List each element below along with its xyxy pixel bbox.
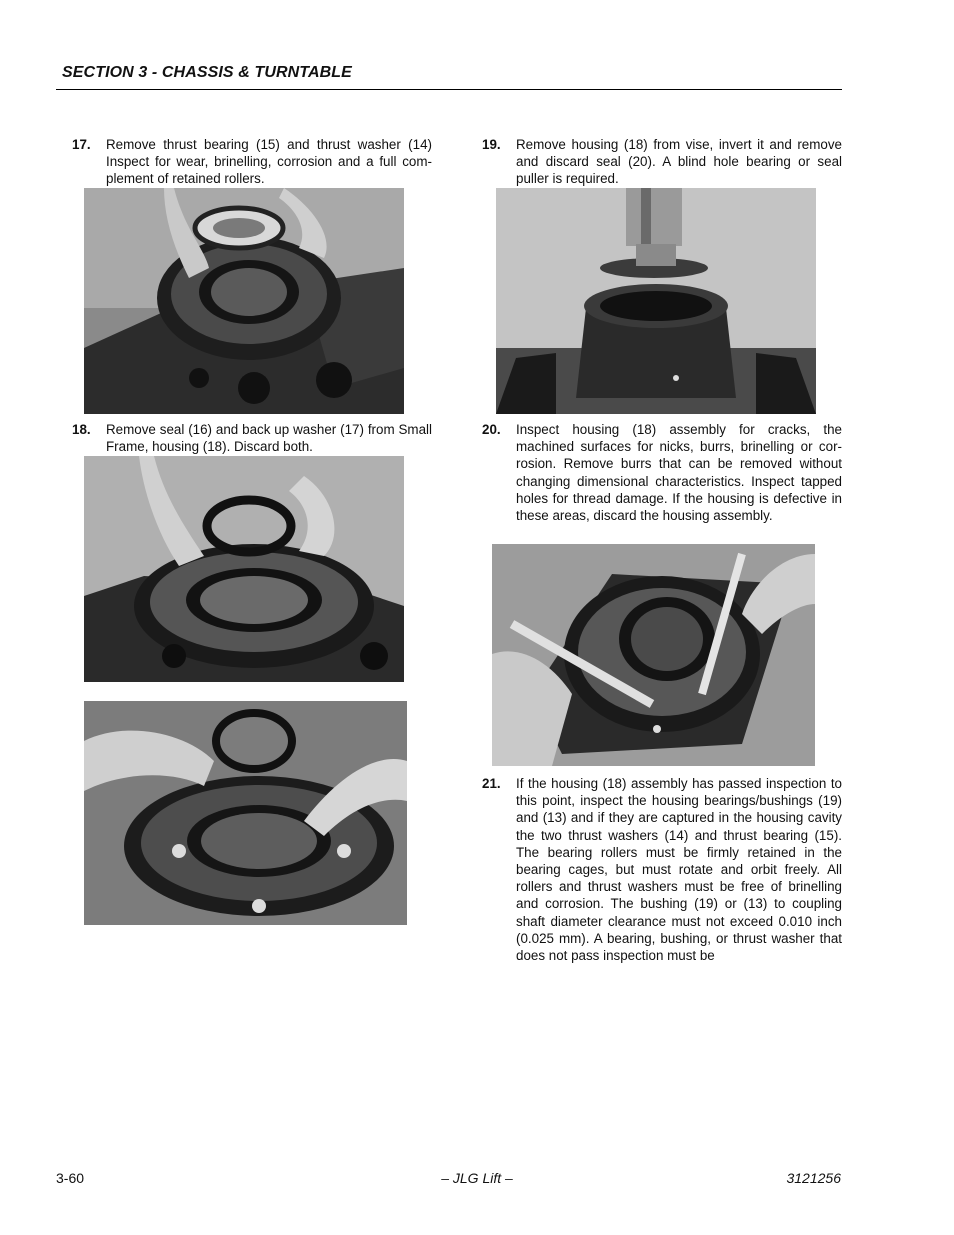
step-number: 20. [482,422,501,437]
photo-housing-inspection [492,544,815,766]
photo-seal-removal [84,456,404,682]
step-text: If the housing (18) assembly has passed inspection to this point, inspect the housing bearings/bushings (19) and (13) and if they are captured in the housing cavity the two thrust washers (14) and thrust bearing (15). The bearing rollers must be firmly retained in the bearing cages, but must rotate and orbit freely. All rollers and thrust washers must be free of brinelling and corrosion. The bushing (19) or (13) to coupling shaft diameter clearance must not exceed 0.010 inch (0.025 mm). A bearing, bushing, or thrust washer that does not pass inspection must be [516,776,842,964]
step-number: 21. [482,776,501,791]
step-text: Remove thrust bearing (15) and thrust washer (14) Inspect for wear, brinelling, corrosion and a full complement of retained rollers. [106,137,432,187]
step-text: Remove housing (18) from vise, invert it and remove and discard seal (20). A blind hole bearing or seal puller is required. [516,137,842,187]
step-text: Remove seal (16) and back up washer (17) from Small Frame, housing (18). Discard both. [106,422,432,455]
step-number: 18. [72,422,91,437]
document-number: 3121256 [786,1170,841,1186]
photo-backup-washer-removal [84,701,407,925]
photo-housing-seal-puller [496,188,816,414]
header-rule [56,89,842,90]
section-title: SECTION 3 - CHASSIS & TURNTABLE [62,64,352,81]
photo-thrust-bearing-removal [84,188,404,414]
step-text: Inspect housing (18) assembly for cracks, the machined surfaces for nicks, burrs, brinelling or corrosion. Remove burrs that can be removed without changing dimensional characteristics. Inspect tapped holes for thread damage. If the housing is defective in these areas, discard the housing assembly. [516,422,842,524]
footer-brand: – JLG Lift – [441,1170,513,1186]
page-number: 3-60 [56,1170,85,1186]
step-number: 19. [482,137,501,152]
step-number: 17. [72,137,91,152]
